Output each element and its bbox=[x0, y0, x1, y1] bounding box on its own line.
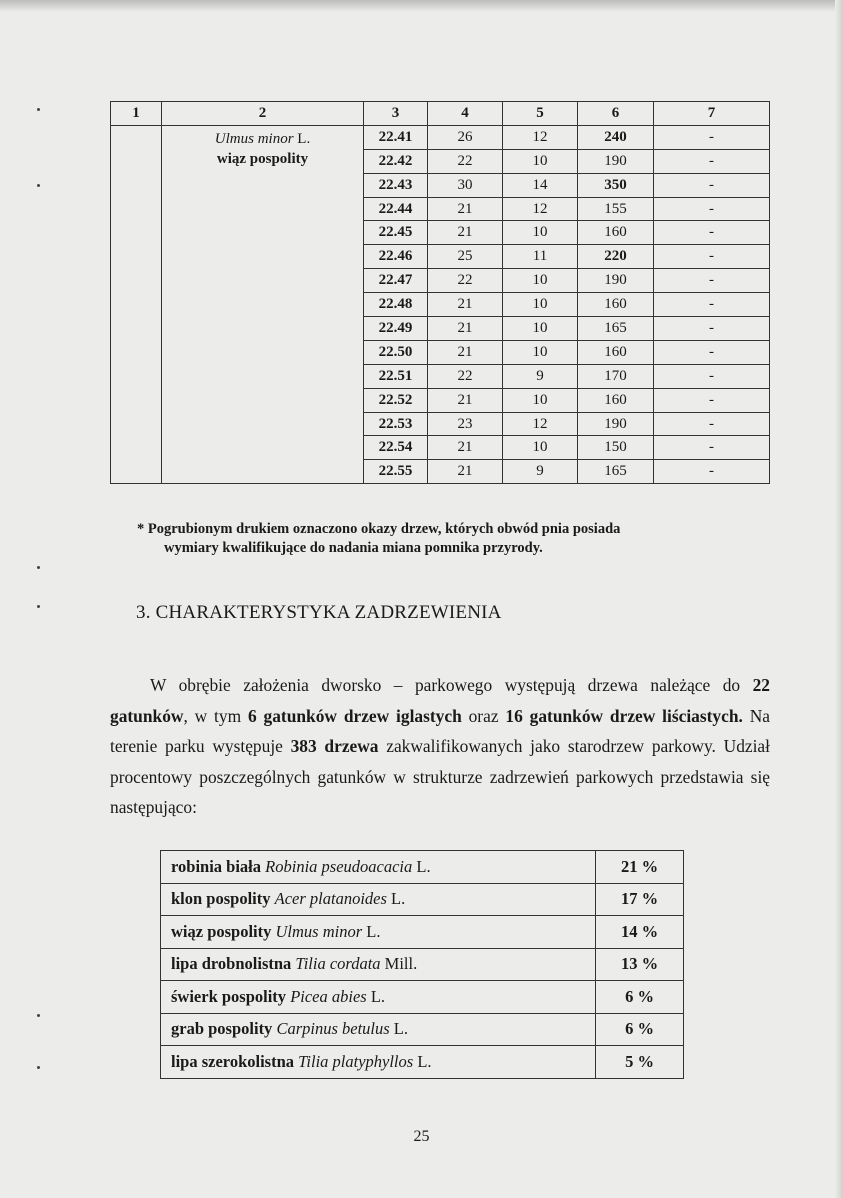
species-polish: lipa szerokolistna bbox=[171, 1051, 295, 1071]
circumference-cell: 190 bbox=[578, 412, 654, 436]
paragraph-text bbox=[110, 670, 770, 823]
crown-cell: 9 bbox=[503, 460, 578, 484]
tree-id-cell: 22.47 bbox=[364, 269, 428, 293]
body-paragraph bbox=[110, 670, 770, 823]
paragraph-segment: 16 gatunków drzew liściastych. bbox=[505, 705, 743, 726]
species-author: L. bbox=[412, 856, 431, 876]
tree-inventory-table bbox=[110, 101, 770, 484]
species-latin: Robinia pseudoacacia bbox=[265, 856, 413, 876]
height-cell: 22 bbox=[428, 269, 503, 293]
species-polish: wiąz pospolity bbox=[171, 921, 272, 941]
circumference-cell: 160 bbox=[578, 293, 654, 317]
crown-cell: 10 bbox=[503, 269, 578, 293]
circumference-cell: 350 bbox=[578, 173, 654, 197]
crown-cell: 10 bbox=[503, 388, 578, 412]
remarks-cell: - bbox=[654, 125, 770, 149]
scan-speck bbox=[37, 1014, 40, 1017]
circumference-cell: 165 bbox=[578, 317, 654, 341]
species-author: L. bbox=[293, 130, 311, 147]
column-header: 3 bbox=[364, 102, 428, 126]
remarks-cell: - bbox=[654, 412, 770, 436]
species-percent-cell: 17 % bbox=[596, 883, 684, 916]
tree-id-cell: 22.53 bbox=[364, 412, 428, 436]
species-polish: grab pospolity bbox=[171, 1019, 273, 1039]
paragraph-segment: 22 gatunków bbox=[110, 675, 770, 726]
remarks-cell: - bbox=[654, 149, 770, 173]
table-header-row bbox=[111, 102, 770, 126]
scan-speck bbox=[37, 605, 40, 608]
circumference-cell: 160 bbox=[578, 340, 654, 364]
table-row bbox=[111, 125, 770, 149]
scan-speck bbox=[37, 108, 40, 111]
column-header: 2 bbox=[162, 102, 364, 126]
column-header: 1 bbox=[111, 102, 162, 126]
circumference-cell: 160 bbox=[578, 388, 654, 412]
species-polish: klon pospolity bbox=[171, 889, 271, 909]
paragraph-segment: oraz bbox=[461, 705, 506, 726]
tree-id-cell: 22.50 bbox=[364, 340, 428, 364]
circumference-cell: 240 bbox=[578, 125, 654, 149]
tree-id-cell: 22.46 bbox=[364, 245, 428, 269]
remarks-cell: - bbox=[654, 245, 770, 269]
remarks-cell: - bbox=[654, 221, 770, 245]
remarks-cell: - bbox=[654, 269, 770, 293]
remarks-cell: - bbox=[654, 388, 770, 412]
tree-id-cell: 22.45 bbox=[364, 221, 428, 245]
height-cell: 30 bbox=[428, 173, 503, 197]
tree-id-cell: 22.49 bbox=[364, 317, 428, 341]
paragraph-segment: , w tym bbox=[183, 705, 248, 726]
species-latin: Ulmus minor bbox=[275, 921, 363, 941]
height-cell: 21 bbox=[428, 340, 503, 364]
species-latin: Acer platanoides bbox=[274, 889, 387, 909]
section-heading: 3. CHARAKTERYSTYKA ZADRZEWIENIA bbox=[136, 602, 502, 623]
remarks-cell: - bbox=[654, 364, 770, 388]
species-percent-cell: 6 % bbox=[596, 1013, 684, 1046]
species-name-cell bbox=[161, 916, 596, 949]
row-number-cell bbox=[111, 125, 162, 483]
remarks-cell: - bbox=[654, 317, 770, 341]
species-author: L. bbox=[386, 889, 406, 909]
species-author: L. bbox=[413, 1051, 432, 1071]
paragraph-segment: zakwalifikowanych jako starodrzew parkowy. Udział procentowy poszczególnych gatunków w strukturze zadrzewień parkowych przedstawia się następująco: bbox=[110, 736, 770, 817]
species-row bbox=[161, 1046, 684, 1079]
paragraph-segment: W obrębie założenia dworsko – parkowego występują drzewa należące do bbox=[150, 675, 753, 695]
tree-id-cell: 22.44 bbox=[364, 197, 428, 221]
species-percent-cell: 6 % bbox=[596, 981, 684, 1014]
crown-cell: 10 bbox=[503, 221, 578, 245]
circumference-cell: 150 bbox=[578, 436, 654, 460]
species-row bbox=[161, 948, 684, 981]
circumference-cell: 165 bbox=[578, 460, 654, 484]
scan-speck bbox=[37, 184, 40, 187]
tree-id-cell: 22.48 bbox=[364, 293, 428, 317]
crown-cell: 12 bbox=[503, 125, 578, 149]
species-percent-cell: 14 % bbox=[596, 916, 684, 949]
species-name-cell bbox=[161, 883, 596, 916]
circumference-cell: 160 bbox=[578, 221, 654, 245]
circumference-cell: 190 bbox=[578, 149, 654, 173]
tree-id-cell: 22.41 bbox=[364, 125, 428, 149]
tree-id-cell: 22.43 bbox=[364, 173, 428, 197]
crown-cell: 12 bbox=[503, 412, 578, 436]
column-header: 5 bbox=[503, 102, 578, 126]
remarks-cell: - bbox=[654, 173, 770, 197]
species-name-cell bbox=[161, 851, 596, 884]
remarks-cell: - bbox=[654, 340, 770, 364]
circumference-cell: 170 bbox=[578, 364, 654, 388]
height-cell: 26 bbox=[428, 125, 503, 149]
height-cell: 21 bbox=[428, 221, 503, 245]
paragraph-segment: 6 gatunków drzew iglastych bbox=[247, 705, 462, 726]
column-header: 4 bbox=[428, 102, 503, 126]
species-author: L. bbox=[389, 1019, 409, 1039]
height-cell: 21 bbox=[428, 436, 503, 460]
footnote-line: wymiary kwalifikujące do nadania miana pomnika przyrody. bbox=[164, 540, 543, 556]
species-percent-cell: 21 % bbox=[596, 851, 684, 884]
footnote bbox=[137, 520, 777, 558]
crown-cell: 12 bbox=[503, 197, 578, 221]
species-latin: Picea abies bbox=[290, 986, 367, 1006]
height-cell: 21 bbox=[428, 317, 503, 341]
species-latin: Tilia cordata bbox=[295, 954, 381, 974]
paragraph-segment: Na terenie parku występuje bbox=[110, 705, 770, 756]
species-share-table bbox=[160, 850, 684, 1079]
species-name-cell bbox=[161, 1046, 596, 1079]
height-cell: 21 bbox=[428, 460, 503, 484]
species-polish: robinia biała bbox=[171, 856, 262, 876]
remarks-cell: - bbox=[654, 436, 770, 460]
height-cell: 21 bbox=[428, 388, 503, 412]
tree-id-cell: 22.42 bbox=[364, 149, 428, 173]
crown-cell: 11 bbox=[503, 245, 578, 269]
crown-cell: 10 bbox=[503, 149, 578, 173]
crown-cell: 10 bbox=[503, 340, 578, 364]
height-cell: 21 bbox=[428, 197, 503, 221]
table-body bbox=[111, 125, 770, 483]
column-header: 6 bbox=[578, 102, 654, 126]
tree-id-cell: 22.54 bbox=[364, 436, 428, 460]
species-latin: Tilia platyphyllos bbox=[298, 1051, 414, 1071]
species-author: L. bbox=[366, 986, 386, 1006]
scan-shadow-top bbox=[0, 0, 843, 12]
remarks-cell: - bbox=[654, 460, 770, 484]
crown-cell: 10 bbox=[503, 293, 578, 317]
footnote-line: * Pogrubionym drukiem oznaczono okazy drzew, których obwód pnia posiada bbox=[137, 521, 621, 537]
species-latin: Carpinus betulus bbox=[276, 1019, 390, 1039]
species-row bbox=[161, 916, 684, 949]
crown-cell: 14 bbox=[503, 173, 578, 197]
species-row bbox=[161, 1013, 684, 1046]
scan-speck bbox=[37, 1066, 40, 1069]
species-name-cell bbox=[161, 948, 596, 981]
species-name-cell bbox=[161, 981, 596, 1014]
species-row bbox=[161, 883, 684, 916]
species-author: Mill. bbox=[380, 954, 418, 974]
species-author: L. bbox=[362, 921, 381, 941]
scan-speck bbox=[37, 566, 40, 569]
table-body bbox=[161, 851, 684, 1079]
crown-cell: 10 bbox=[503, 317, 578, 341]
species-cell bbox=[162, 125, 364, 483]
tree-id-cell: 22.51 bbox=[364, 364, 428, 388]
species-polish: lipa drobnolistna bbox=[171, 954, 292, 974]
species-percent-cell: 13 % bbox=[596, 948, 684, 981]
page-number: 25 bbox=[413, 1128, 430, 1145]
height-cell: 21 bbox=[428, 293, 503, 317]
column-header: 7 bbox=[654, 102, 770, 126]
remarks-cell: - bbox=[654, 197, 770, 221]
species-polish: świerk pospolity bbox=[171, 986, 287, 1006]
height-cell: 22 bbox=[428, 364, 503, 388]
circumference-cell: 220 bbox=[578, 245, 654, 269]
species-latin: Ulmus minor bbox=[214, 130, 294, 147]
remarks-cell: - bbox=[654, 293, 770, 317]
tree-id-cell: 22.52 bbox=[364, 388, 428, 412]
scan-shadow-right bbox=[835, 0, 843, 1198]
species-row bbox=[161, 851, 684, 884]
paragraph-segment: 383 drzewa bbox=[290, 736, 379, 756]
tree-id-cell: 22.55 bbox=[364, 460, 428, 484]
height-cell: 23 bbox=[428, 412, 503, 436]
species-name-cell bbox=[161, 1013, 596, 1046]
circumference-cell: 190 bbox=[578, 269, 654, 293]
circumference-cell: 155 bbox=[578, 197, 654, 221]
crown-cell: 10 bbox=[503, 436, 578, 460]
height-cell: 25 bbox=[428, 245, 503, 269]
species-percent-cell: 5 % bbox=[596, 1046, 684, 1079]
height-cell: 22 bbox=[428, 149, 503, 173]
species-row bbox=[161, 981, 684, 1014]
crown-cell: 9 bbox=[503, 364, 578, 388]
species-polish: wiąz pospolity bbox=[216, 150, 309, 167]
